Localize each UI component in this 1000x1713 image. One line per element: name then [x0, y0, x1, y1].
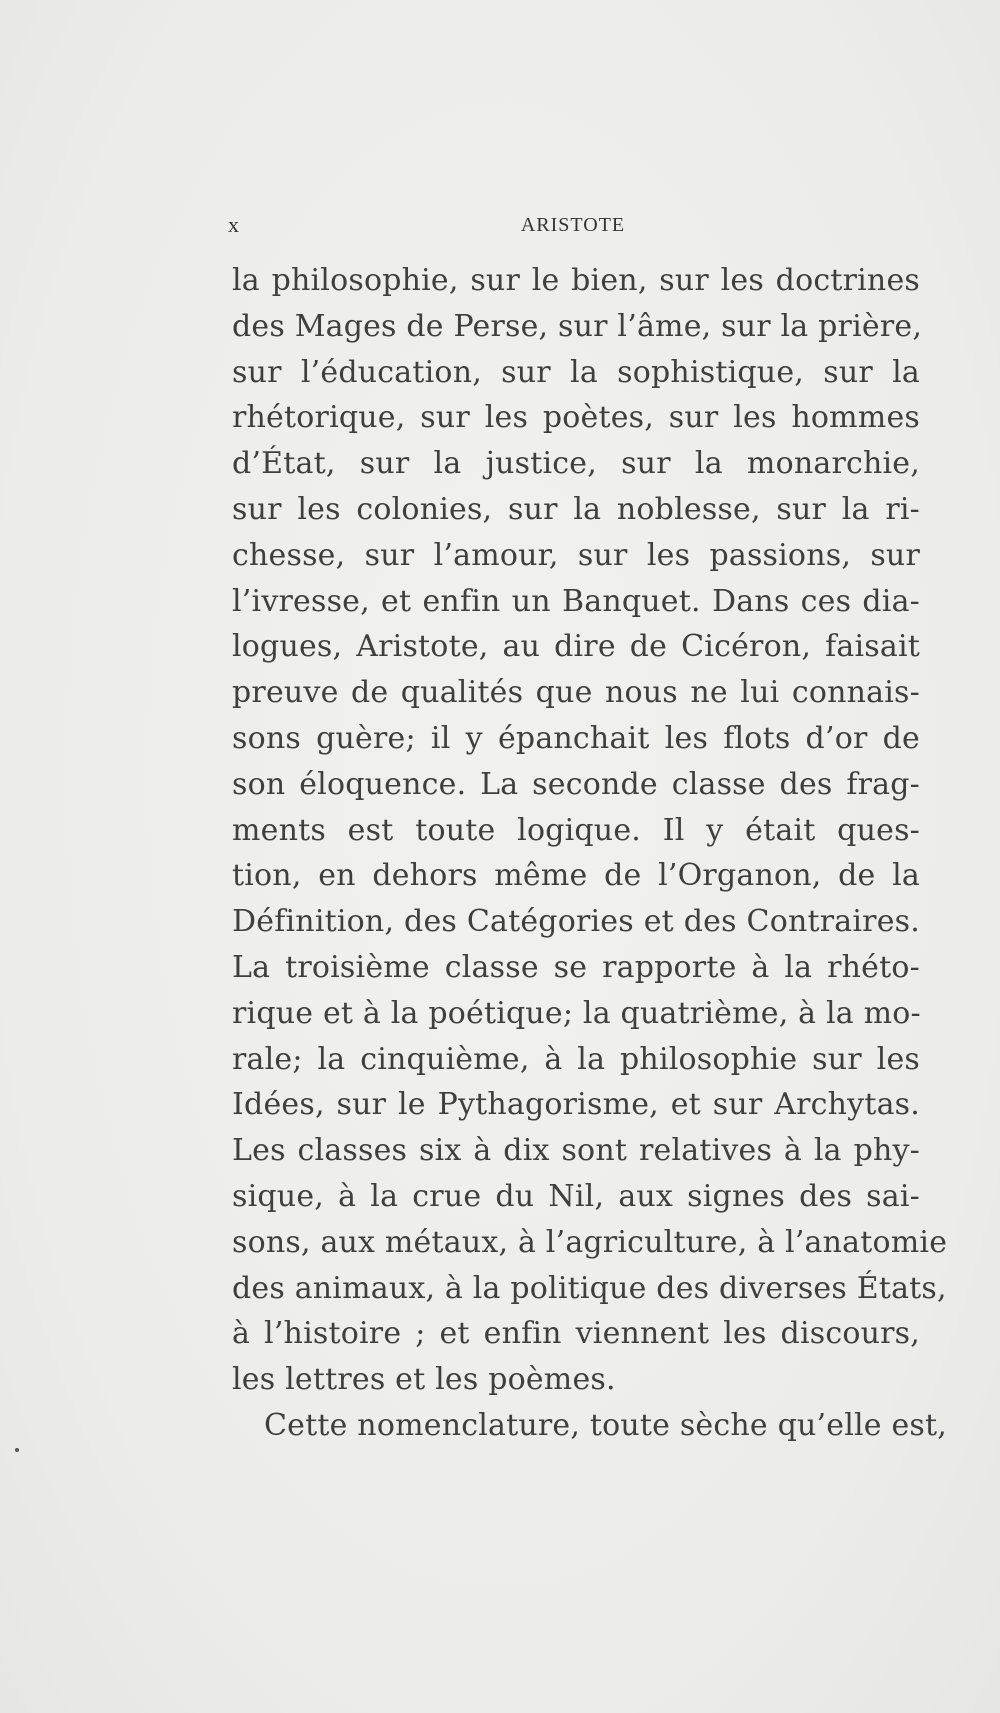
text-line: la philosophie, sur le bien, sur les doctrines: [232, 263, 920, 298]
text-line: ments est toute logique. Il y était ques-: [232, 812, 920, 848]
text-line: des animaux, à la politique des diverses États,: [232, 1270, 947, 1306]
paragraph-end-line: les lettres et les poèmes.: [232, 1362, 616, 1398]
paragraph-first-line: Cette nomenclature, toute sèche qu’elle est,: [264, 1407, 948, 1443]
text-line: tion, en dehors même de l’Organon, de la: [232, 858, 920, 894]
text-line: Idées, sur le Pythagorisme, et sur Archytas.: [232, 1087, 920, 1123]
ink-speck: [15, 1448, 19, 1452]
text-line: à l’histoire ; et enfin viennent les discours,: [232, 1316, 920, 1352]
text-line: sur l’éducation, sur la sophistique, sur la: [232, 354, 920, 390]
text-line: sons, aux métaux, à l’agriculture, à l’anatomie: [232, 1224, 948, 1260]
text-line: sons guère; il y épanchait les flots d’or de: [232, 720, 920, 756]
text-line: preuve de qualités que nous ne lui connais-: [232, 675, 920, 711]
text-line: logues, Aristote, au dire de Cicéron, faisait: [232, 629, 920, 665]
text-line: chesse, sur l’amour, sur les passions, sur: [232, 537, 920, 573]
text-line: sique, à la crue du Nil, aux signes des sai-: [232, 1178, 920, 1214]
text-line: La troisième classe se rapporte à la rhéto-: [232, 949, 920, 985]
body-text: [232, 258, 948, 1449]
text-line: rhétorique, sur les poètes, sur les hommes: [232, 400, 920, 436]
text-line: d’État, sur la justice, sur la monarchie,: [232, 446, 920, 482]
text-line: des Mages de Perse, sur l’âme, sur la prière,: [232, 308, 923, 344]
running-title: ARISTOTE: [520, 214, 626, 236]
text-line: son éloquence. La seconde classe des frag-: [232, 766, 920, 802]
text-line: l’ivresse, et enfin un Banquet. Dans ces dia-: [232, 583, 920, 619]
text-line: rique et à la poétique; la quatrième, à la mo-: [232, 995, 921, 1031]
running-head: [228, 210, 918, 240]
text-line: Les classes six à dix sont relatives à la phy-: [232, 1133, 920, 1169]
page-number: x: [228, 212, 239, 237]
text-line: sur les colonies, sur la noblesse, sur la ri-: [232, 491, 920, 527]
text-line: rale; la cinquième, à la philosophie sur les: [232, 1041, 920, 1077]
text-line: Définition, des Catégories et des Contraires.: [232, 904, 920, 940]
